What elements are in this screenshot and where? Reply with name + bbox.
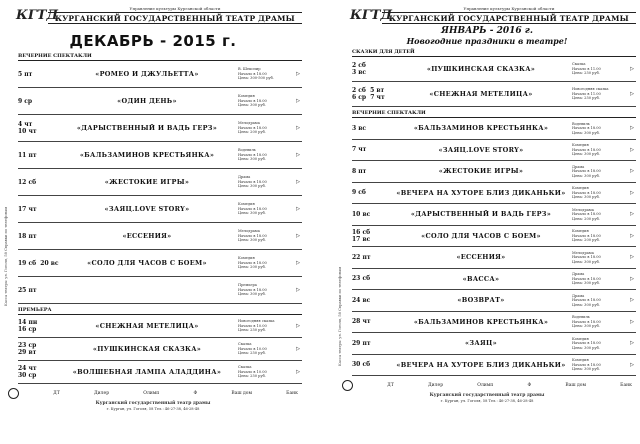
- schedule-row: [18, 361, 302, 384]
- performance-date: 5 пт: [18, 70, 33, 78]
- sponsor-logo: Ваш дом: [565, 383, 586, 388]
- detail-line: Начало в 18.00: [572, 233, 601, 238]
- header-subtitle: Управление культуры Курганской области: [129, 6, 221, 11]
- age-marker-icon: ▷: [296, 260, 300, 266]
- age-marker-icon: ▷: [296, 346, 300, 352]
- performance-title: «ВЕЧЕРА НА ХУТОРЕ БЛИЗ ДИКАНЬКИ»: [396, 188, 566, 197]
- detail-line: Сказка: [238, 365, 252, 370]
- sponsor-logo: Ф: [527, 383, 532, 388]
- schedule-row: [352, 312, 636, 334]
- performance-details: [572, 315, 628, 329]
- schedule-row: [352, 161, 636, 183]
- performance-title: «БАЛЬЗАМИНОВ КРЕСТЬЯНКА»: [413, 124, 549, 133]
- detail-line: Цена: 300 руб.: [238, 103, 266, 108]
- performance-details: [238, 121, 294, 135]
- sponsor-logos: [338, 380, 636, 391]
- schedule-row: [352, 204, 636, 226]
- sponsor-logos: [4, 388, 302, 399]
- schedule-list-kids: [352, 57, 636, 107]
- january-poster: [338, 6, 636, 438]
- month-title: ДЕКАБРЬ - 2015 г.: [69, 32, 237, 50]
- detail-line: Цена: 300 руб.: [572, 367, 600, 371]
- age-marker-icon: ▷: [630, 189, 634, 196]
- age-marker-icon: ▷: [296, 323, 300, 329]
- performance-details: [238, 342, 294, 356]
- detail-line: Начало в 18.00: [572, 147, 601, 152]
- sponsor-logo: ДТ: [53, 391, 60, 396]
- age-marker-icon: ▷: [630, 361, 634, 368]
- performance-details: [238, 256, 294, 270]
- detail-line: Начало в 18.00: [572, 126, 601, 130]
- performance-details: [238, 94, 294, 108]
- detail-line: Начало в 18.00: [238, 287, 267, 292]
- address-line: г. Курган, ул. Гоголя, 58 Тел.: 46-27-38, 46-28-48: [440, 398, 534, 403]
- age-marker-icon: ▷: [630, 91, 634, 97]
- performance-details: [572, 186, 628, 200]
- schedule-row: [352, 82, 636, 107]
- detail-line: Начало в 18.00: [572, 190, 601, 195]
- theatre-name: КУРГАНСКИЙ ГОСУДАРСТВЕННЫЙ ТЕАТР ДРАМЫ: [48, 12, 302, 24]
- detail-line: Начало в 18.00: [572, 319, 601, 324]
- detail-line: Цена: 300 руб.: [572, 130, 600, 135]
- performance-date: 25 пт: [18, 286, 37, 294]
- detail-line: Цена: 250 руб.: [238, 374, 266, 379]
- performance-details: [572, 143, 628, 157]
- detail-line: Сказка: [572, 62, 586, 67]
- detail-line: Цена: 300 руб.: [572, 152, 600, 156]
- age-marker-icon: ▷: [630, 254, 634, 261]
- detail-line: Начало в 18.00: [572, 341, 601, 345]
- detail-line: Мелодрама: [238, 121, 260, 126]
- theatre-logo: КГТД: [350, 8, 393, 23]
- detail-line: Сказка: [238, 342, 252, 347]
- detail-line: Комедия: [238, 256, 255, 261]
- month-title: ЯНВАРЬ - 2016 г.: [441, 26, 533, 36]
- detail-line: Цена: 300-500 руб.: [238, 76, 274, 81]
- performance-title: «ПУШКИНСКАЯ СКАЗКА»: [92, 345, 202, 353]
- age-marker-icon: ▷: [630, 66, 634, 72]
- age-marker-icon: ▷: [296, 179, 300, 185]
- schedule-row: [18, 250, 302, 277]
- detail-line: Цена: 300 руб.: [572, 281, 600, 285]
- age-marker-icon: ▷: [296, 206, 300, 212]
- detail-line: Начало в 18.00: [572, 212, 601, 216]
- age-marker-icon: ▷: [630, 146, 634, 153]
- performance-details: [238, 67, 294, 81]
- detail-line: Комедия: [572, 229, 589, 233]
- performance-date: 16 сб 17 вс: [352, 228, 371, 243]
- performance-date: 11 пт: [18, 151, 37, 159]
- performance-title: «РОМЕО И ДЖУЛЬЕТТА»: [95, 70, 199, 78]
- performance-title: «СОЛО ДЛЯ ЧАСОВ С БОЕМ»: [87, 259, 207, 267]
- performance-details: [572, 358, 628, 372]
- performance-date: 17 чт: [18, 205, 37, 213]
- age-marker-icon: ▷: [296, 125, 300, 131]
- detail-line: Комедия: [238, 202, 255, 207]
- detail-line: Комедия: [238, 94, 255, 99]
- performance-title: «БАЛЬЗАМИНОВ КРЕСТЬЯНКА»: [413, 317, 549, 326]
- performance-date: 4 чт 10 чт: [18, 121, 37, 135]
- age-marker-icon: ▷: [296, 233, 300, 239]
- detail-line: Цена: 200 руб.: [572, 238, 600, 242]
- detail-line: Драма: [572, 272, 585, 276]
- address-title: Курганский государственный театр драмы: [95, 401, 211, 406]
- performance-date: 22 пт: [352, 253, 371, 261]
- detail-line: Водевиль: [238, 148, 256, 153]
- age-marker-icon: ▷: [630, 297, 634, 304]
- performance-title: «ЕССЕНИЯ»: [456, 253, 506, 262]
- schedule-row: [352, 269, 636, 291]
- performance-title: «ВЕЧЕРА НА ХУТОРЕ БЛИЗ ДИКАНЬКИ»: [396, 360, 566, 369]
- detail-line: Драма: [572, 164, 585, 169]
- detail-line: Цена: 300 руб.: [572, 195, 600, 199]
- performance-date: 9 ср: [18, 97, 33, 105]
- detail-line: Цена: 200 руб.: [238, 265, 266, 270]
- performance-date: 8 пт: [352, 167, 367, 175]
- age-marker-icon: ▷: [630, 340, 634, 347]
- performance-date: 23 сб: [352, 275, 371, 283]
- detail-line: Начало в 18.00: [572, 276, 601, 281]
- schedule-row: [352, 247, 636, 269]
- performance-date: 30 сб: [352, 361, 371, 369]
- address-line: г. Курган, ул. Гоголя, 58 Тел.: 46-27-38, 46-28-48: [106, 406, 200, 411]
- detail-line: Цена: 300 руб.: [238, 184, 266, 189]
- side-info: Касса театра: ул. Гоголя, 58 Справки по телефонам: [338, 266, 342, 366]
- performance-date: 14 пн 16 ср: [18, 319, 38, 333]
- detail-line: Цена: 200 руб.: [238, 130, 266, 135]
- detail-line: Комедия: [572, 186, 589, 190]
- performance-details: [572, 294, 628, 308]
- performance-date: 7 чт: [352, 146, 367, 154]
- theatre-logo: КГТД: [16, 8, 59, 23]
- performance-details: [572, 62, 628, 76]
- schedule-row: [18, 61, 302, 88]
- address-title: Курганский государственный театр драмы: [429, 393, 545, 398]
- section-kids: СКАЗКИ ДЛЯ ДЕТЕЙ: [352, 49, 636, 57]
- performance-title: «ЖЕСТОКИЕ ИГРЫ»: [438, 167, 524, 176]
- detail-line: Цена: 250 руб.: [572, 96, 600, 101]
- age-marker-icon: ▷: [630, 232, 634, 239]
- header-subtitle: Управление культуры Курганской области: [463, 6, 555, 11]
- detail-line: Цена: 300 руб.: [572, 324, 600, 328]
- schedule-list: [352, 118, 636, 376]
- schedule-row: [18, 169, 302, 196]
- schedule-row: [18, 88, 302, 115]
- detail-line: Мелодрама: [238, 229, 260, 234]
- schedule-row: [352, 290, 636, 312]
- schedule-row: [352, 355, 636, 377]
- detail-line: Новогодняя сказка: [238, 319, 275, 324]
- schedule-row: [352, 226, 636, 248]
- performance-date: 3 вс: [352, 124, 367, 132]
- detail-line: Начало в 18.00: [572, 298, 601, 302]
- detail-line: Цена: 300 руб.: [572, 302, 600, 307]
- sponsor-logo: Дилер: [94, 391, 110, 396]
- schedule-row: [352, 118, 636, 140]
- detail-line: Начало в 18.00: [238, 125, 267, 130]
- schedule-row: [18, 315, 302, 338]
- schedule-row: [352, 333, 636, 355]
- schedule-row: [18, 142, 302, 169]
- age-marker-icon: ▷: [296, 152, 300, 158]
- detail-line: Начало в 18.00: [238, 206, 267, 211]
- performance-title: «ВАССА»: [462, 274, 500, 283]
- performance-title: «БАЛЬЗАМИНОВ КРЕСТЬЯНКА»: [79, 151, 215, 159]
- detail-line: Начало в 10.00: [238, 369, 267, 374]
- detail-line: Начало в 18.00: [572, 362, 601, 367]
- sponsor-logo: Ваш дом: [231, 391, 252, 396]
- detail-line: Цена: 300 руб.: [238, 211, 266, 216]
- detail-line: Цена: 300 руб.: [572, 173, 600, 178]
- schedule-list: [18, 61, 302, 304]
- detail-line: Цена: 250 руб.: [572, 71, 600, 76]
- detail-line: Цена: 300 руб.: [238, 292, 266, 297]
- age-marker-icon: ▷: [630, 318, 634, 325]
- sponsor-circle-icon: [342, 380, 353, 391]
- schedule-row: [18, 115, 302, 142]
- theatre-name: КУРГАНСКИЙ ГОСУДАРСТВЕННЫЙ ТЕАТР ДРАМЫ: [382, 12, 636, 24]
- performance-details: [238, 202, 294, 216]
- performance-details: [238, 175, 294, 189]
- performance-details: [572, 251, 628, 265]
- performance-details: [238, 319, 294, 333]
- sponsor-logo: Ф: [193, 391, 198, 396]
- detail-line: Драма: [238, 175, 251, 180]
- age-marker-icon: ▷: [296, 287, 300, 293]
- detail-line: Начало в 10.00: [238, 346, 267, 351]
- performance-title: «ДАРЫСТВЕННЫЙ И ВАДЬ ГЕРЗ»: [76, 124, 218, 132]
- performance-title: «ОДИН ДЕНЬ»: [117, 97, 177, 105]
- detail-line: Водевиль: [572, 315, 590, 319]
- detail-line: Водевиль: [572, 121, 590, 126]
- detail-line: Цена: 300 руб.: [572, 259, 600, 264]
- schedule-row: [18, 338, 302, 361]
- detail-line: В. Шекспир: [238, 67, 261, 72]
- performance-details: [572, 122, 628, 136]
- performance-date: 24 вс: [352, 296, 371, 304]
- detail-line: Премьера: [238, 283, 257, 288]
- performance-date: 24 чт 30 ср: [18, 365, 37, 379]
- performance-title: «СНЕЖНАЯ МЕТЕЛИЦА»: [429, 90, 533, 98]
- schedule-row: [18, 196, 302, 223]
- section-evening: ВЕЧЕРНИЕ СПЕКТАКЛИ: [352, 110, 636, 118]
- performance-details: [238, 148, 294, 162]
- sponsor-circle-icon: [8, 388, 19, 399]
- performance-title: «ЗАЯЦ.LOVE STORY»: [104, 205, 190, 213]
- age-marker-icon: ▷: [296, 369, 300, 375]
- performance-title: «ЖЕСТОКИЕ ИГРЫ»: [104, 178, 190, 186]
- age-marker-icon: ▷: [630, 211, 634, 218]
- detail-line: Мелодрама: [572, 250, 594, 255]
- detail-line: Начало в 18.00: [238, 260, 267, 265]
- detail-line: Начало в 11.00: [572, 91, 601, 96]
- age-marker-icon: ▷: [296, 71, 300, 77]
- sponsor-logo: Банк: [620, 383, 632, 388]
- performance-date: 2 сб 5 вт 6 ср 7 чт: [352, 87, 385, 101]
- performance-title: «СОЛО ДЛЯ ЧАСОВ С БОЕМ»: [421, 231, 541, 240]
- performance-title: «ЕССЕНИЯ»: [122, 232, 172, 240]
- detail-line: Цена: 250 руб.: [238, 328, 266, 333]
- detail-line: Новогодняя сказка: [572, 87, 609, 92]
- performance-details: [238, 283, 294, 297]
- sponsor-logo: ДТ: [387, 383, 394, 388]
- address-block: [338, 393, 636, 403]
- age-marker-icon: ▷: [296, 98, 300, 104]
- performance-date: 9 сб: [352, 189, 366, 197]
- detail-line: Начало в 18.00: [238, 71, 267, 76]
- detail-line: Начало в 18.00: [238, 233, 267, 238]
- performance-date: 23 ср 29 вт: [18, 342, 37, 356]
- performance-title: «ВОЛШЕБНАЯ ЛАМПА АЛАДДИНА»: [72, 368, 222, 376]
- detail-line: Начало в 18.00: [238, 98, 267, 103]
- address-block: [4, 401, 302, 411]
- performance-title: «ЗАЯЦ.LOVE STORY»: [438, 145, 524, 154]
- detail-line: Начало в 18.00: [238, 179, 267, 184]
- detail-line: Мелодрама: [572, 207, 594, 212]
- performance-date: 19 сб 20 вс: [18, 259, 59, 267]
- performance-title: «ЗАЯЦ»: [465, 339, 497, 348]
- schedule-row: [352, 57, 636, 82]
- performance-details: [572, 87, 628, 101]
- performance-title: «ПУШКИНСКАЯ СКАЗКА»: [426, 65, 536, 73]
- detail-line: Цена: 300 руб.: [572, 345, 600, 350]
- performance-details: [572, 272, 628, 286]
- schedule-row: [18, 223, 302, 250]
- detail-line: Цена: 300 руб.: [238, 238, 266, 243]
- detail-line: Цена: 300 руб.: [238, 157, 266, 162]
- performance-date: 12 сб: [18, 178, 37, 186]
- sponsor-logo: Дилер: [428, 383, 444, 388]
- performance-details: [572, 229, 628, 243]
- performance-date: 28 чт: [352, 318, 371, 326]
- schedule-row: [352, 140, 636, 162]
- performance-details: [238, 365, 294, 379]
- detail-line: Начало в 18.00: [572, 169, 601, 173]
- performance-title: «СНЕЖНАЯ МЕТЕЛИЦА»: [95, 322, 199, 330]
- schedule-list-premiere: [18, 315, 302, 384]
- age-marker-icon: ▷: [630, 275, 634, 282]
- performance-details: [572, 208, 628, 222]
- slogan: Новогодние праздники в театре!: [406, 36, 568, 46]
- performance-details: [238, 229, 294, 243]
- december-poster: [4, 6, 302, 438]
- detail-line: Цена: 250 руб.: [238, 351, 266, 356]
- detail-line: Цена: 200 руб.: [572, 216, 600, 221]
- side-info: Касса театра: ул. Гоголя, 58 Справки по телефонам: [4, 206, 8, 306]
- detail-line: Начало в 10.00: [238, 323, 267, 328]
- age-marker-icon: ▷: [630, 125, 634, 132]
- detail-line: Комедия: [572, 143, 589, 147]
- detail-line: Комедия: [572, 358, 589, 362]
- schedule-row: [352, 183, 636, 205]
- detail-line: Начало в 18.00: [572, 255, 601, 259]
- detail-line: Комедия: [572, 336, 589, 341]
- performance-date: 2 сб 3 вс: [352, 62, 367, 76]
- section-premiere: ПРЕМЬЕРА: [18, 307, 302, 315]
- sponsor-logo: Банк: [286, 391, 298, 396]
- section-evening: ВЕЧЕРНИЕ СПЕКТАКЛИ: [18, 53, 302, 61]
- performance-details: [572, 165, 628, 179]
- performance-date: 10 вс: [352, 210, 371, 218]
- performance-title: «ВОЗВРАТ»: [457, 296, 505, 305]
- schedule-row: [18, 277, 302, 304]
- detail-line: Начало в 18.00: [238, 152, 267, 157]
- performance-title: «ДАРЫСТВЕННЫЙ И ВАДЬ ГЕРЗ»: [410, 210, 552, 219]
- performance-date: 18 пт: [18, 232, 37, 240]
- detail-line: Драма: [572, 293, 585, 298]
- performance-date: 29 пт: [352, 339, 371, 347]
- detail-line: Начало в 11.00: [572, 66, 601, 71]
- age-marker-icon: ▷: [630, 168, 634, 175]
- sponsor-logo: Олимп: [143, 391, 160, 396]
- sponsor-logo: Олимп: [477, 383, 494, 388]
- performance-details: [572, 337, 628, 351]
